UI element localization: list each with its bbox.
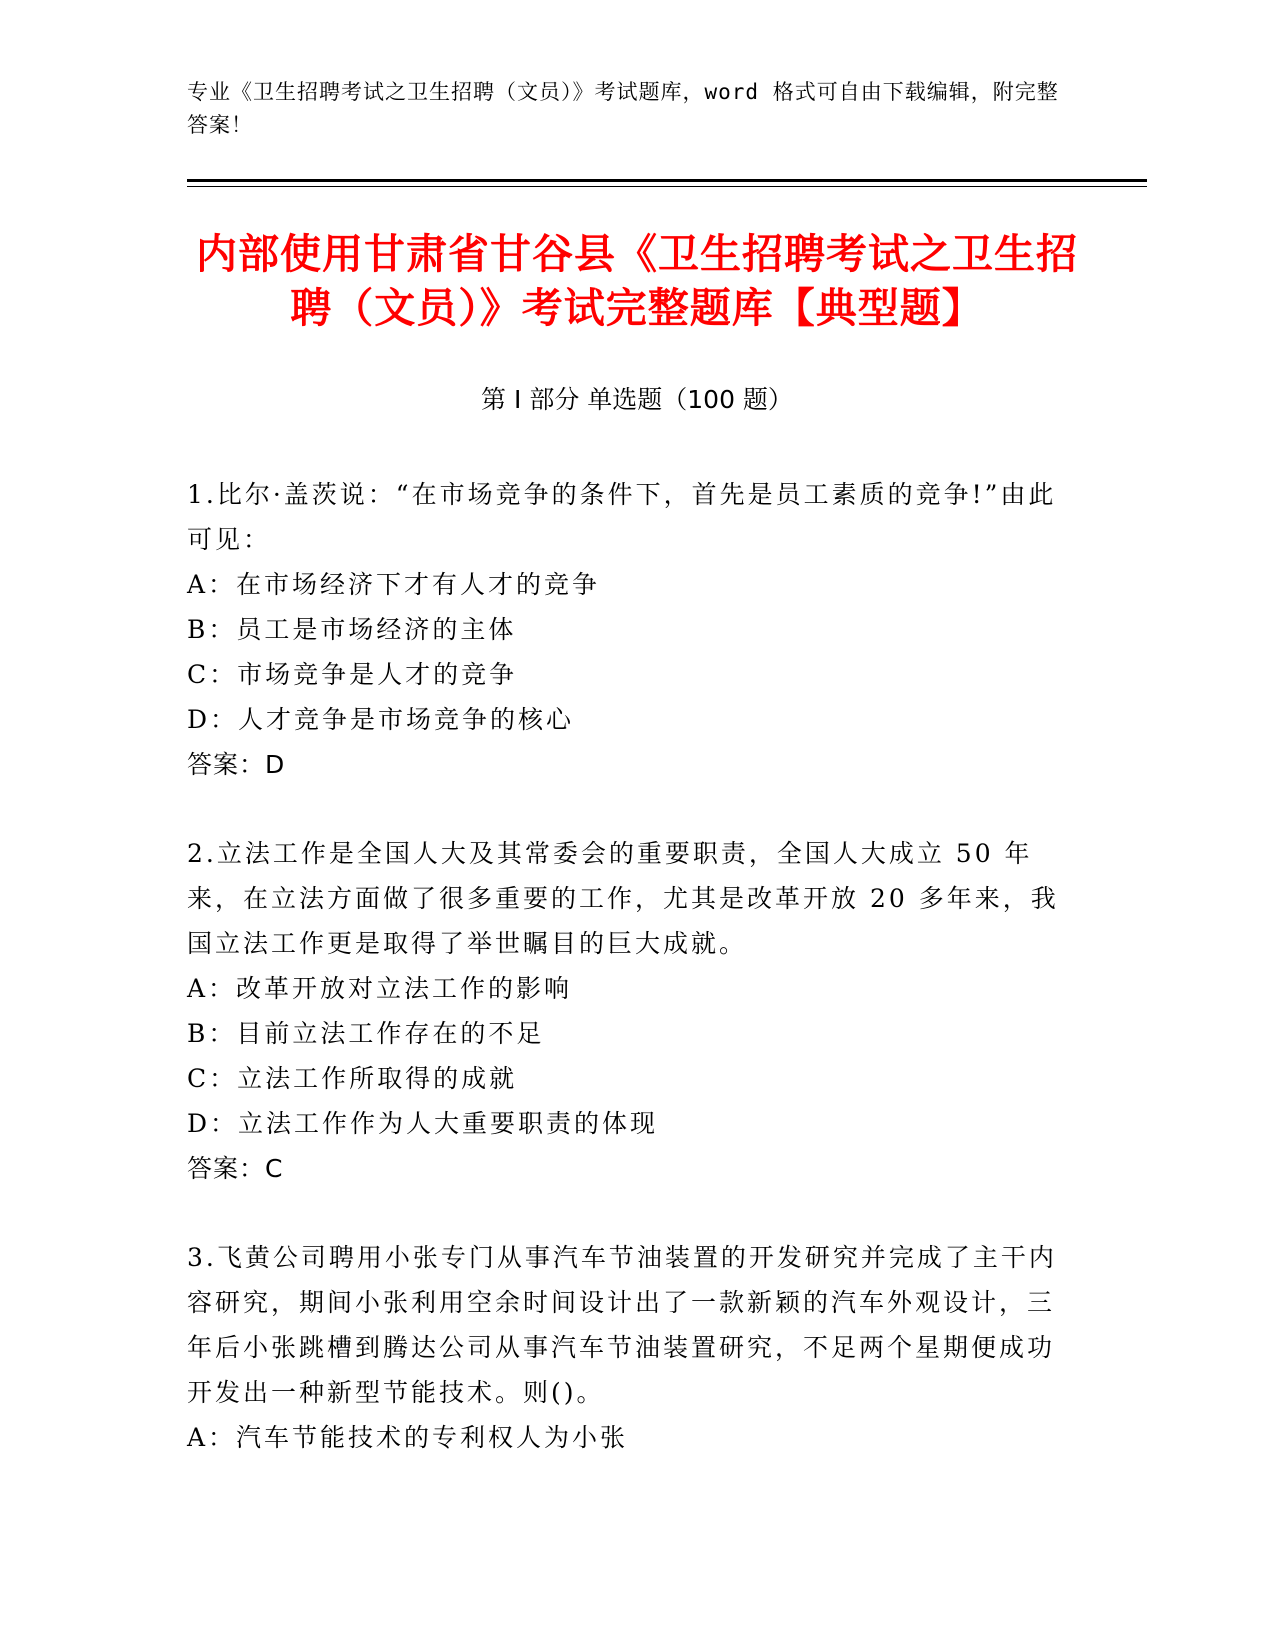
option-a: A：改革开放对立法工作的影响 <box>187 974 573 1003</box>
question-item <box>187 831 1077 1191</box>
option-a: A：汽车节能技术的专利权人为小张 <box>187 1423 629 1452</box>
option-d: D：人才竞争是市场竞争的核心 <box>187 705 575 734</box>
header-divider-thin <box>187 186 1147 187</box>
option-b: B：目前立法工作存在的不足 <box>187 1019 545 1048</box>
question-stem: 3.飞黄公司聘用小张专门从事汽车节油装置的开发研究并完成了主干内容研究，期间小张利用空余时间设计出了一款新颖的汽车外观设计，三年后小张跳槽到腾达公司从事汽车节油装置研究，不足两个星期便成功开发出一种新型节能技术。则()。 <box>187 1243 1057 1407</box>
document-title: 内部使用甘肃省甘谷县《卫生招聘考试之卫生招聘（文员）》考试完整题库【典型题】 <box>196 230 1078 332</box>
answer-label: 答案：C <box>187 1154 284 1183</box>
answer-label: 答案：D <box>187 750 286 779</box>
option-d: D：立法工作作为人大重要职责的体现 <box>187 1109 659 1138</box>
option-c: C：市场竞争是人才的竞争 <box>187 660 518 689</box>
question-stem: 2.立法工作是全国人大及其常委会的重要职责，全国人大成立 50 年来，在立法方面做了很多重要的工作，尤其是改革开放 20 多年来，我国立法工作更是取得了举世瞩目的巨大成就。 <box>187 839 1059 958</box>
header-note: 专业《卫生招聘考试之卫生招聘（文员）》考试题库，word 格式可自由下载编辑，附完整答案！ <box>187 80 1059 137</box>
question-stem: 1.比尔·盖茨说：“在市场竞争的条件下，首先是员工素质的竞争!”由此可见： <box>187 480 1057 554</box>
header-divider-thick <box>187 179 1147 182</box>
option-c: C：立法工作所取得的成就 <box>187 1064 518 1093</box>
section-heading: 第 I 部分 单选题（100 题） <box>481 385 793 414</box>
question-item <box>187 472 1077 787</box>
option-a: A：在市场经济下才有人才的竞争 <box>187 570 601 599</box>
option-b: B：员工是市场经济的主体 <box>187 615 517 644</box>
question-item <box>187 1235 1077 1460</box>
question-list <box>187 472 1077 1504</box>
